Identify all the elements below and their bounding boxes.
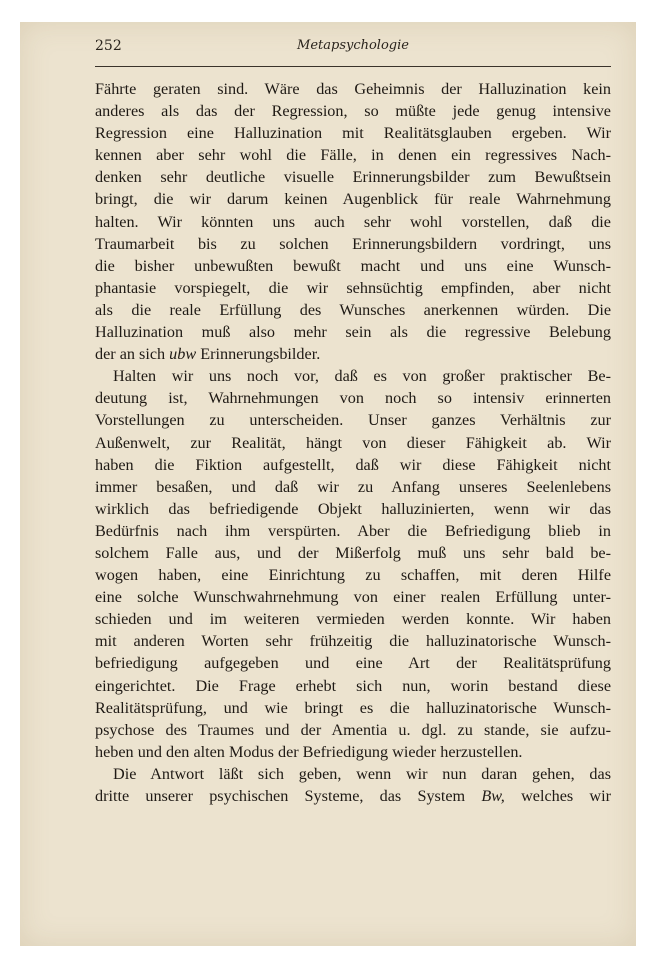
text-line: haben die Fiktion aufgestellt, daß wir diese Fähigkeit nicht bbox=[95, 455, 611, 474]
text-line: Halluzination muß also mehr sein als die regressive Belebung bbox=[95, 323, 611, 342]
text-segment: der an sich bbox=[95, 345, 170, 364]
text-line: als die reale Erfüllung des Wunsches anerkennen würden. Die bbox=[95, 300, 611, 319]
text-line: Realitätsprüfung, und wie bringt es die halluzinatorische Wunsch- bbox=[95, 698, 611, 717]
text-segment: dritte unserer psychischen Systeme, das System bbox=[95, 787, 482, 805]
text-line: denken sehr deutliche visuelle Erinnerungsbilder zum Bewußtsein bbox=[95, 168, 611, 187]
text-line bbox=[95, 343, 611, 365]
text-line: heben und den alten Modus der Befriedigung wieder herzustellen. bbox=[95, 742, 523, 761]
text-line: psychose des Traumes und der Amentia u. dgl. zu stande, sie aufzu- bbox=[95, 720, 611, 739]
text-line: halten. Wir könnten uns auch sehr wohl vorstellen, daß die bbox=[95, 212, 611, 231]
paragraph-1 bbox=[95, 78, 611, 365]
text-line: eine solche Wunschwahrnehmung von einer realen Erfüllung unter- bbox=[95, 588, 611, 607]
text-line: Die Antwort läßt sich geben, wenn wir nun daran gehen, das bbox=[113, 764, 611, 783]
text-line: Vorstellungen zu unterscheiden. Unser ganzes Verhältnis zur bbox=[95, 411, 611, 430]
italic-term: ubw bbox=[169, 345, 197, 364]
text-segment: welches wir bbox=[504, 787, 611, 805]
text-segment: Erinnerungsbilder. bbox=[196, 345, 321, 364]
page-header bbox=[95, 34, 611, 67]
running-head: Metapsychologie bbox=[297, 38, 409, 53]
text-line: deutung ist, Wahrnehmungen von noch so intensiv erinnerten bbox=[95, 389, 611, 408]
text-line: mit anderen Worten sehr frühzeitig die halluzinatorische Wunsch- bbox=[95, 632, 611, 651]
text-line: anderes als das der Regression, so müßte jede genug intensive bbox=[95, 102, 611, 121]
text-line: eingerichtet. Die Frage erhebt sich nun, worin bestand diese bbox=[95, 676, 611, 695]
text-line: befriedigung aufgegeben und eine Art der Realitätsprüfung bbox=[95, 654, 611, 673]
text-line: schieden und im weiteren vermieden werden konnte. Wir haben bbox=[95, 610, 611, 629]
text-line: phantasie vorspiegelt, die wir sehnsüchtig empfinden, aber nicht bbox=[95, 278, 611, 297]
text-line: die bisher unbewußten bewußt macht und uns eine Wunsch- bbox=[95, 256, 611, 275]
text-line bbox=[95, 785, 611, 807]
text-line: wirklich das befriedigende Objekt halluzinierten, wenn wir das bbox=[95, 499, 611, 518]
text-line: Traumarbeit bis zu solchen Erinnerungsbildern vordringt, uns bbox=[95, 234, 611, 253]
text-line: solchem Falle aus, und der Mißerfolg muß uns sehr bald be- bbox=[95, 543, 611, 562]
text-line: bringt, die wir darum keinen Augenblick für reale Wahrnehmung bbox=[95, 190, 611, 209]
paragraph-3 bbox=[95, 763, 611, 807]
text-line: Halten wir uns noch vor, daß es von großer praktischer Be- bbox=[113, 367, 611, 386]
text-line: Regression eine Halluzination mit Realitätsglauben ergeben. Wir bbox=[95, 124, 611, 143]
text-line: immer besaßen, und daß wir zu Anfang unseres Seelenlebens bbox=[95, 477, 611, 496]
paragraph-2 bbox=[95, 365, 611, 763]
italic-term: Bw, bbox=[481, 787, 505, 805]
body-text bbox=[95, 78, 611, 807]
text-line: Bedürfnis nach ihm verspürten. Aber die Befriedigung blieb in bbox=[95, 521, 611, 540]
text-line: kennen aber sehr wohl die Fälle, in denen ein regressives Nach- bbox=[95, 146, 611, 165]
page-number: 252 bbox=[95, 38, 122, 54]
text-line: Fährte geraten sind. Wäre das Geheimnis der Halluzination kein bbox=[95, 80, 611, 98]
text-line: wogen haben, eine Einrichtung zu schaffen, mit deren Hilfe bbox=[95, 566, 611, 585]
text-line: Außenwelt, zur Realität, hängt von dieser Fähigkeit ab. Wir bbox=[95, 433, 611, 452]
